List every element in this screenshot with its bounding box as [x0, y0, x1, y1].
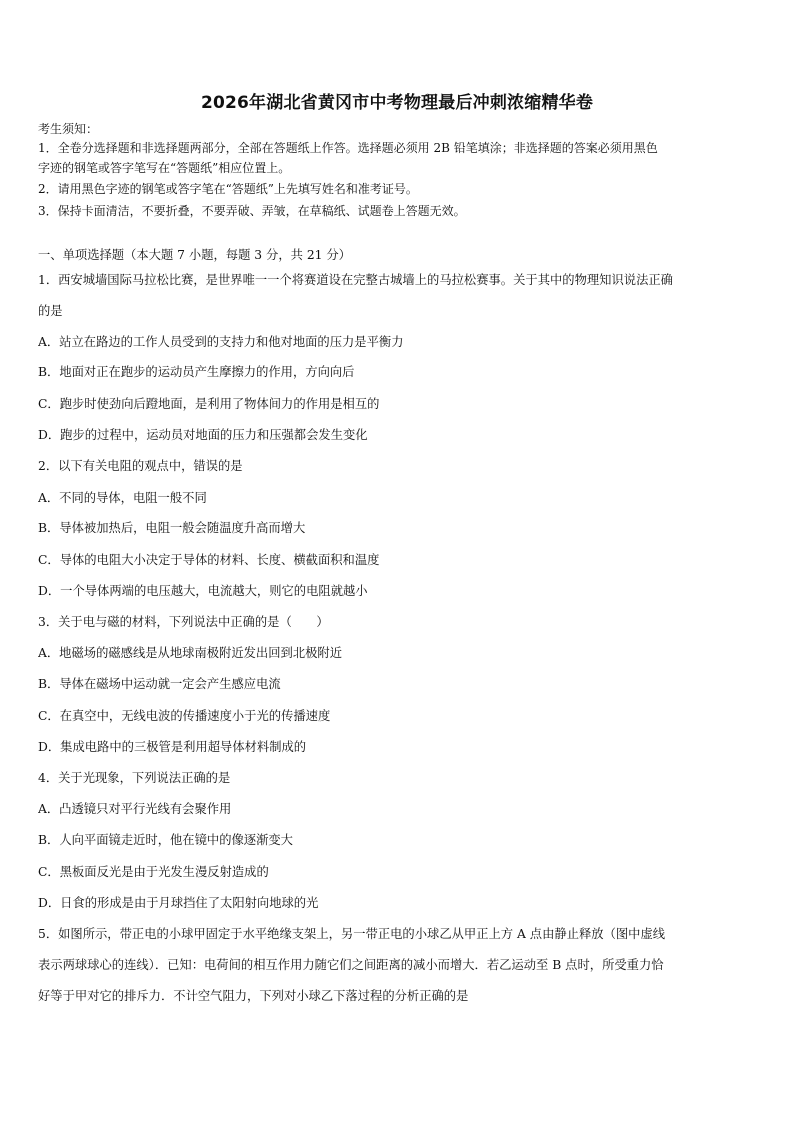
- option-a: A．站立在路边的工作人员受到的支持力和他对地面的压力是平衡力: [38, 335, 404, 349]
- question-stem: 4．关于光现象，下列说法正确的是: [38, 771, 231, 785]
- question-stem: 5．如图所示，带正电的小球甲固定于水平绝缘支架上，另一带正电的小球乙从甲正上方 A 点由静止释放（图中虚线: [38, 927, 666, 941]
- question-stem: 3．关于电与磁的材料，下列说法中正确的是（ ）: [38, 615, 329, 629]
- option-a: A．凸透镜只对平行光线有会聚作用: [38, 802, 232, 816]
- option-d: D．跑步的过程中，运动员对地面的压力和压强都会发生变化: [38, 428, 368, 442]
- option-c: C．导体的电阻大小决定于导体的材料、长度、横截面积和温度: [38, 553, 380, 567]
- notice-item: 1．全卷分选择题和非选择题两部分，全部在答题纸上作答。选择题必须用 2B 铅笔填涂；非选择题的答案必须用黑色: [38, 141, 658, 155]
- option-b: B．导体被加热后，电阻一般会随温度升高而增大: [38, 521, 306, 535]
- option-c: C．黑板面反光是由于光发生漫反射造成的: [38, 865, 269, 879]
- option-d: D．日食的形成是由于月球挡住了太阳射向地球的光: [38, 896, 319, 910]
- option-d: D．集成电路中的三极管是利用超导体材料制成的: [38, 740, 307, 754]
- page-title: 2026年湖北省黄冈市中考物理最后冲刺浓缩精华卷: [200, 93, 594, 113]
- option-d: D．一个导体两端的电压越大，电流越大，则它的电阻就越小: [38, 584, 368, 598]
- question-stem: 2．以下有关电阻的观点中，错误的是: [38, 459, 243, 473]
- option-b: B．人向平面镜走近时，他在镜中的像逐渐变大: [38, 833, 293, 847]
- notice-item: 字迹的钢笔或答字笔写在“答题纸”相应位置上。: [38, 161, 291, 175]
- option-a: A．不同的导体，电阻一般不同: [38, 491, 207, 505]
- question-stem: 的是: [38, 304, 63, 318]
- option-c: C．在真空中，无线电波的传播速度小于光的传播速度: [38, 709, 331, 723]
- option-b: B．导体在磁场中运动就一定会产生感应电流: [38, 677, 281, 691]
- notice-item: 2．请用黑色字迹的钢笔或答字笔在“答题纸”上先填写姓名和准考证号。: [38, 182, 418, 196]
- option-a: A．地磁场的磁感线是从地球南极附近发出回到北极附近: [38, 646, 343, 660]
- section-heading: 一、单项选择题（本大题 7 小题，每题 3 分，共 21 分）: [38, 248, 351, 262]
- option-c: C．跑步时使劲向后蹬地面，是利用了物体间力的作用是相互的: [38, 397, 380, 411]
- question-stem: 表示两球球心的连线）．已知：电荷间的相互作用力随它们之间距离的减小而增大．若乙运动至 B 点时，所受重力恰: [38, 958, 664, 972]
- question-stem: 1．西安城墙国际马拉松比赛，是世界唯一一个将赛道设在完整古城墙上的马拉松赛事。关于其中的物理知识说法正确: [38, 273, 673, 287]
- question-stem: 好等于甲对它的排斥力．不计空气阻力，下列对小球乙下落过程的分析正确的是: [38, 989, 469, 1003]
- notice-item: 3．保持卡面清洁，不要折叠，不要弄破、弄皱，在草稿纸、试题卷上答题无效。: [38, 204, 466, 218]
- notice-heading: 考生须知：: [38, 122, 99, 136]
- option-b: B．地面对正在跑步的运动员产生摩擦力的作用，方向向后: [38, 365, 355, 379]
